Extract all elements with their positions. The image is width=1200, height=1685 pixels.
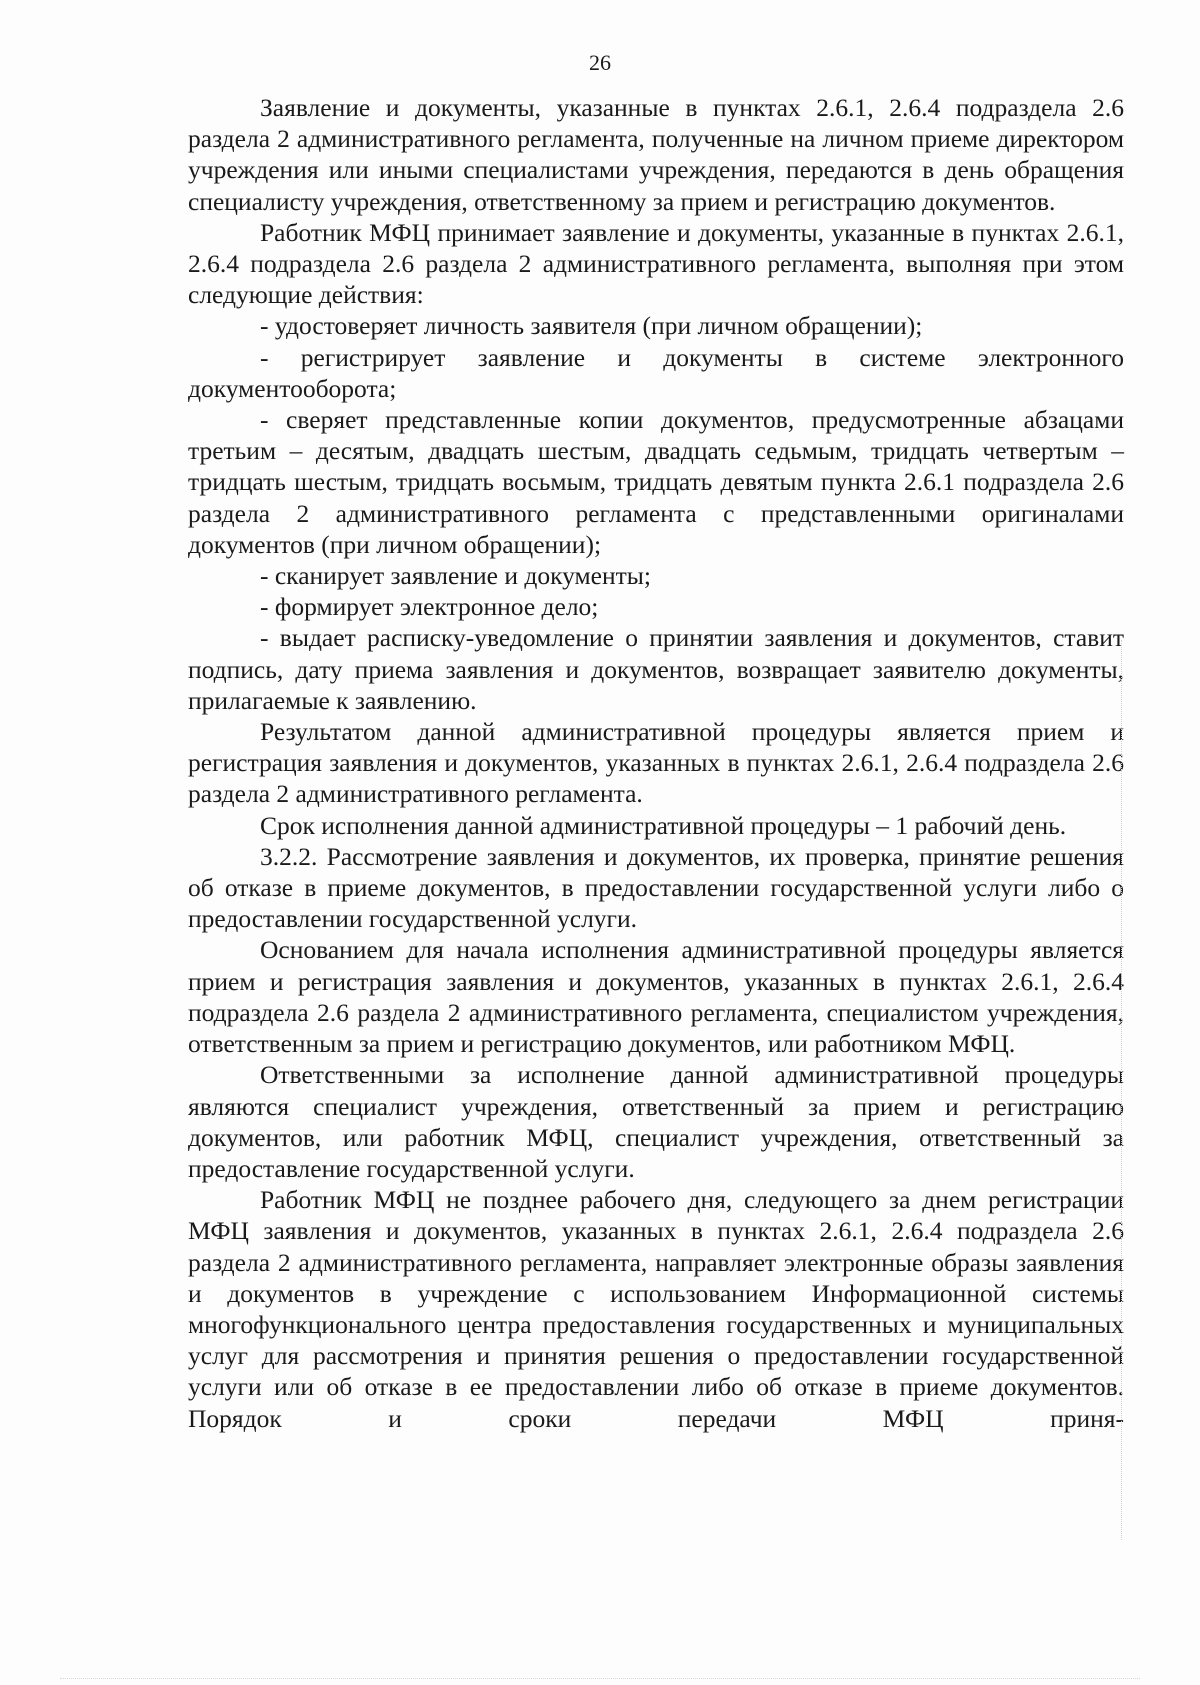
- list-item-verify-copies: - сверяет представленные копии документов, предусмотренные абзацами третьим – десятым, двадцать шестым, двадцать седьмым, тридцать четвертым – тридцать шестым, тридцать восьмым, тридцать девятым пункта 2.6.1 подраздела 2.6 раздела 2 административного регламента с представленными оригиналами документов (при личном обращении);: [188, 405, 1124, 559]
- paragraph-mfc-transfer: Работник МФЦ не позднее рабочего дня, следующего за днем регистрации МФЦ заявления и документов, указанных в пунктах 2.6.1, 2.6.4 подраздела 2.6 раздела 2 административного регламента, направляет электронные образы заявления и документов в учреждение с использованием Информационной системы многофункционального центра предоставления государственных и муниципальных услуг для рассмотрения и принятия решения о предоставлении государственной услуги или об отказе в ее предоставлении либо об отказе в приеме документов. Порядок и сроки передачи МФЦ приня-: [188, 1185, 1124, 1433]
- scan-bottom-artifact: [60, 1674, 1140, 1679]
- list-item-form-case: - формирует электронное дело;: [260, 592, 599, 622]
- list-item-identity: - удостоверяет личность заявителя (при личном обращении);: [260, 311, 923, 341]
- page-number: 26: [589, 50, 611, 75]
- paragraph-basis: Основанием для начала исполнения административной процедуры является прием и регистрация заявления и документов, указанных в пунктах 2.6.1, 2.6.4 подраздела 2.6 раздела 2 административного регламента, специалистом учреждения, ответственным за прием и регистрацию документов, или работником МФЦ.: [188, 935, 1124, 1059]
- paragraph-1: Заявление и документы, указанные в пунктах 2.6.1, 2.6.4 подраздела 2.6 раздела 2 административного регламента, полученные на личном приеме директором учреждения или иными специалистами учреждения, передаются в день обращения специалисту учреждения, ответственному за прием и регистрацию документов.: [188, 93, 1124, 216]
- paragraph-responsible: Ответственными за исполнение данной административной процедуры являются специалист учреждения, ответственный за прием и регистрацию документов, или работник МФЦ, специалист учреждения, ответственный за предоставление государственной услуги.: [188, 1060, 1124, 1183]
- paragraph-result: Результатом данной административной процедуры является прием и регистрация заявления и документов, указанных в пунктах 2.6.1, 2.6.4 подраздела 2.6 раздела 2 административного регламента.: [188, 717, 1124, 809]
- list-item-receipt: - выдает расписку-уведомление о принятии заявления и документов, ставит подпись, дату приема заявления и документов, возвращает заявителю документы, прилагаемые к заявлению.: [188, 623, 1124, 715]
- section-heading-3-2-2: 3.2.2. Рассмотрение заявления и документов, их проверка, принятие решения об отказе в приеме документов, в предоставлении государственной услуги либо о предоставлении государственной услуги.: [188, 841, 1124, 934]
- paragraph-2: Работник МФЦ принимает заявление и документы, указанные в пунктах 2.6.1, 2.6.4 подраздела 2.6 раздела 2 административного регламента, выполняя при этом следующие действия:: [188, 217, 1124, 310]
- scan-edge-artifact: [1115, 640, 1122, 1540]
- paragraph-deadline: Срок исполнения данной административной процедуры – 1 рабочий день.: [260, 810, 1067, 840]
- document-body: [188, 92, 1124, 1434]
- list-item-register: - регистрирует заявление и документы в системе электронного документооборота;: [188, 342, 1124, 403]
- list-item-scan: - сканирует заявление и документы;: [260, 561, 651, 591]
